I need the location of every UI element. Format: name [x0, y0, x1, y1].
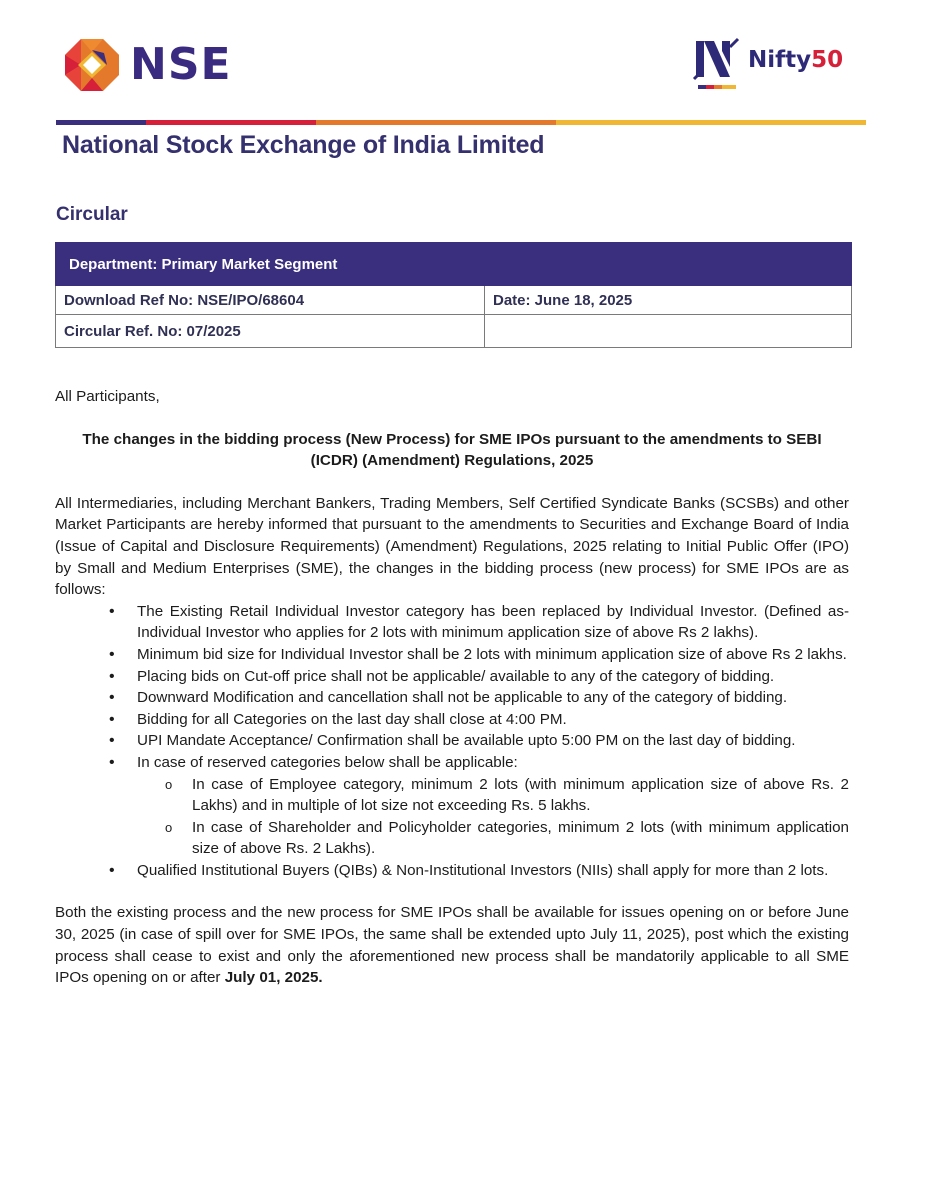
closing-paragraph: Both the existing process and the new process for SME IPOs shall be available for issues opening on or before June 30, 2025 (in case of spill over for SME IPOs, the same shall be extended upto July 11, 2025), post which the existing process shall cease to exist and only the aforementioned new process shall be mandatorily applicable to all SME IPOs opening on or after July 01, 2025.: [55, 904, 849, 987]
effective-date: July 01, 2025.: [224, 969, 323, 987]
list-item: • The Existing Retail Individual Investor category has been replaced by Individual Investor. (Defined as- Individual Investor who applies for 2 lots with minimum application size of above Rs 2 lakhs).: [137, 601, 849, 644]
empty-cell: [485, 315, 852, 348]
circular-ref-cell: Circular Ref. No: 07/2025: [56, 315, 485, 348]
list-item-reserved-categories: • In case of reserved categories below shall be applicable: o In case of Employee category, minimum 2 lots (with minimum application size of above Rs. 2 Lakhs) and in multiple of lot size not exceeding Rs. 5 lakhs. o In case of Shareholder and Policyholder categories, minimum 2 lots (with minimum application size of above Rs. 2 Lakhs).: [137, 752, 849, 860]
nse-logo: [64, 38, 232, 92]
list-item: • Bidding for all Categories on the last day shall close at 4:00 PM.: [137, 709, 849, 731]
sub-list-item: o In case of Shareholder and Policyholder categories, minimum 2 lots (with minimum application size of above Rs. 2 Lakhs).: [192, 817, 849, 860]
list-item: • UPI Mandate Acceptance/ Confirmation shall be available upto 5:00 PM on the last day of bidding.: [137, 730, 849, 752]
subject-heading: The changes in the bidding process (New Process) for SME IPOs pursuant to the amendments to SEBI (ICDR) (Amendment) Regulations, 2025: [82, 430, 822, 470]
list-item: • Minimum bid size for Individual Investor shall be 2 lots with minimum application size of above Rs 2 lakhs.: [137, 644, 849, 666]
date-cell: Date: June 18, 2025: [485, 286, 852, 315]
download-ref-cell: Download Ref No: NSE/IPO/68604: [56, 286, 485, 315]
changes-list: [55, 601, 849, 882]
nifty50-logo: [692, 37, 843, 92]
sub-list-item: o In case of Employee category, minimum 2 lots (with minimum application size of above Rs. 2 Lakhs) and in multiple of lot size not exceeding Rs. 5 lakhs.: [192, 774, 849, 817]
nse-octagon-logo-icon: [64, 38, 120, 92]
circular-body: [55, 386, 849, 989]
brand-color-bar: [56, 120, 866, 125]
list-item: • Downward Modification and cancellation shall not be applicable to any of the category of bidding.: [137, 687, 849, 709]
letterhead: [0, 0, 927, 130]
nifty50-wordmark: Nifty50: [748, 47, 844, 73]
department-cell: Department: Primary Market Segment: [56, 243, 852, 286]
document-type-label: Circular: [56, 204, 128, 225]
circular-info-table: [55, 242, 852, 348]
salutation: All Participants,: [55, 388, 160, 405]
list-item: • Qualified Institutional Buyers (QIBs) & Non-Institutional Investors (NIIs) shall apply for more than 2 lots.: [137, 860, 849, 882]
nse-wordmark: NSE: [130, 39, 232, 90]
list-item: • Placing bids on Cut-off price shall not be applicable/ available to any of the category of bidding.: [137, 666, 849, 688]
reserved-categories-list: [137, 774, 849, 860]
intro-paragraph: All Intermediaries, including Merchant Bankers, Trading Members, Self Certified Syndicate Banks (SCSBs) and other Market Participants are hereby informed that pursuant to the amendments to Securities and Exchange Board of India (Issue of Capital and Disclosure Requirements) (Amendment) Regulations, 2025 relating to Initial Public Offer (IPO) by Small and Medium Enterprises (SME), the changes in the bidding process (new process) for SME IPOs are as follows:: [55, 494, 849, 599]
nifty-monogram-icon: [692, 37, 742, 92]
organization-title: National Stock Exchange of India Limited: [62, 131, 545, 159]
